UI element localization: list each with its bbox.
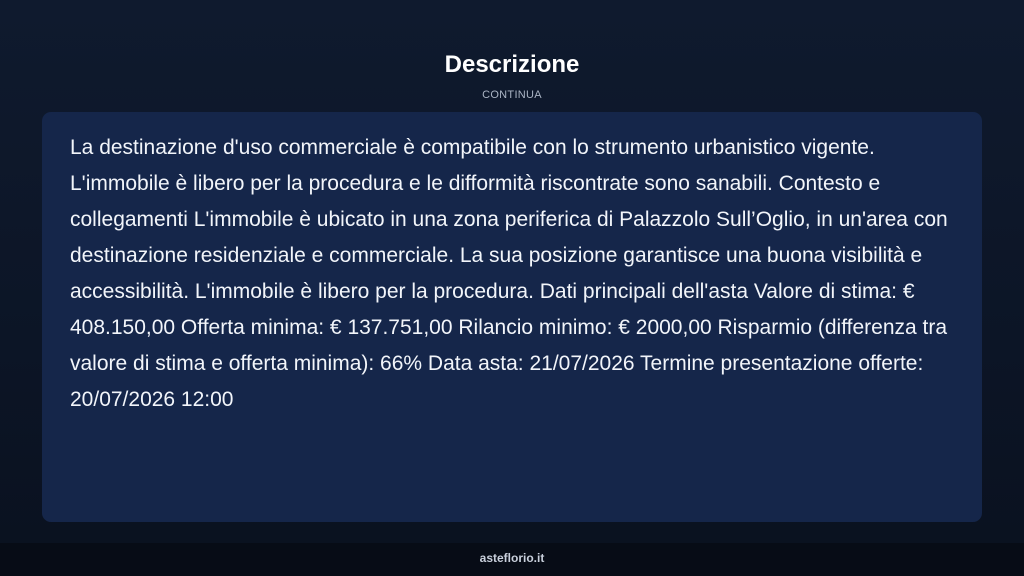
description-card xyxy=(42,112,982,522)
footer-bar xyxy=(0,543,1024,576)
continue-label: CONTINUA xyxy=(482,89,542,101)
description-text: La destinazione d'uso commerciale è compatibile con lo strumento urbanistico vigente. L'immobile è libero per la procedura e le difformità riscontrate sono sanabili. Contesto e collegamenti L'immobile è ubicato in una zona periferica di Palazzolo Sull’Oglio, in un'area con destinazione residenziale e commerciale. La sua posizione garantisce una buona visibilità e accessibilità. L'immobile è libero per la procedura. Dati principali dell'asta Valore di stima: € 408.150,00 Offerta minima: € 137.751,00 Rilancio minimo: € 2000,00 Risparmio (differenza tra valore di stima e offerta minima): 66% Data asta: 21/07/2026 Termine presentazione offerte: 20/07/2026 12:00 xyxy=(70,136,948,411)
header xyxy=(0,50,1024,102)
site-name: asteflorio.it xyxy=(479,551,545,565)
page-title: Descrizione xyxy=(444,51,580,78)
